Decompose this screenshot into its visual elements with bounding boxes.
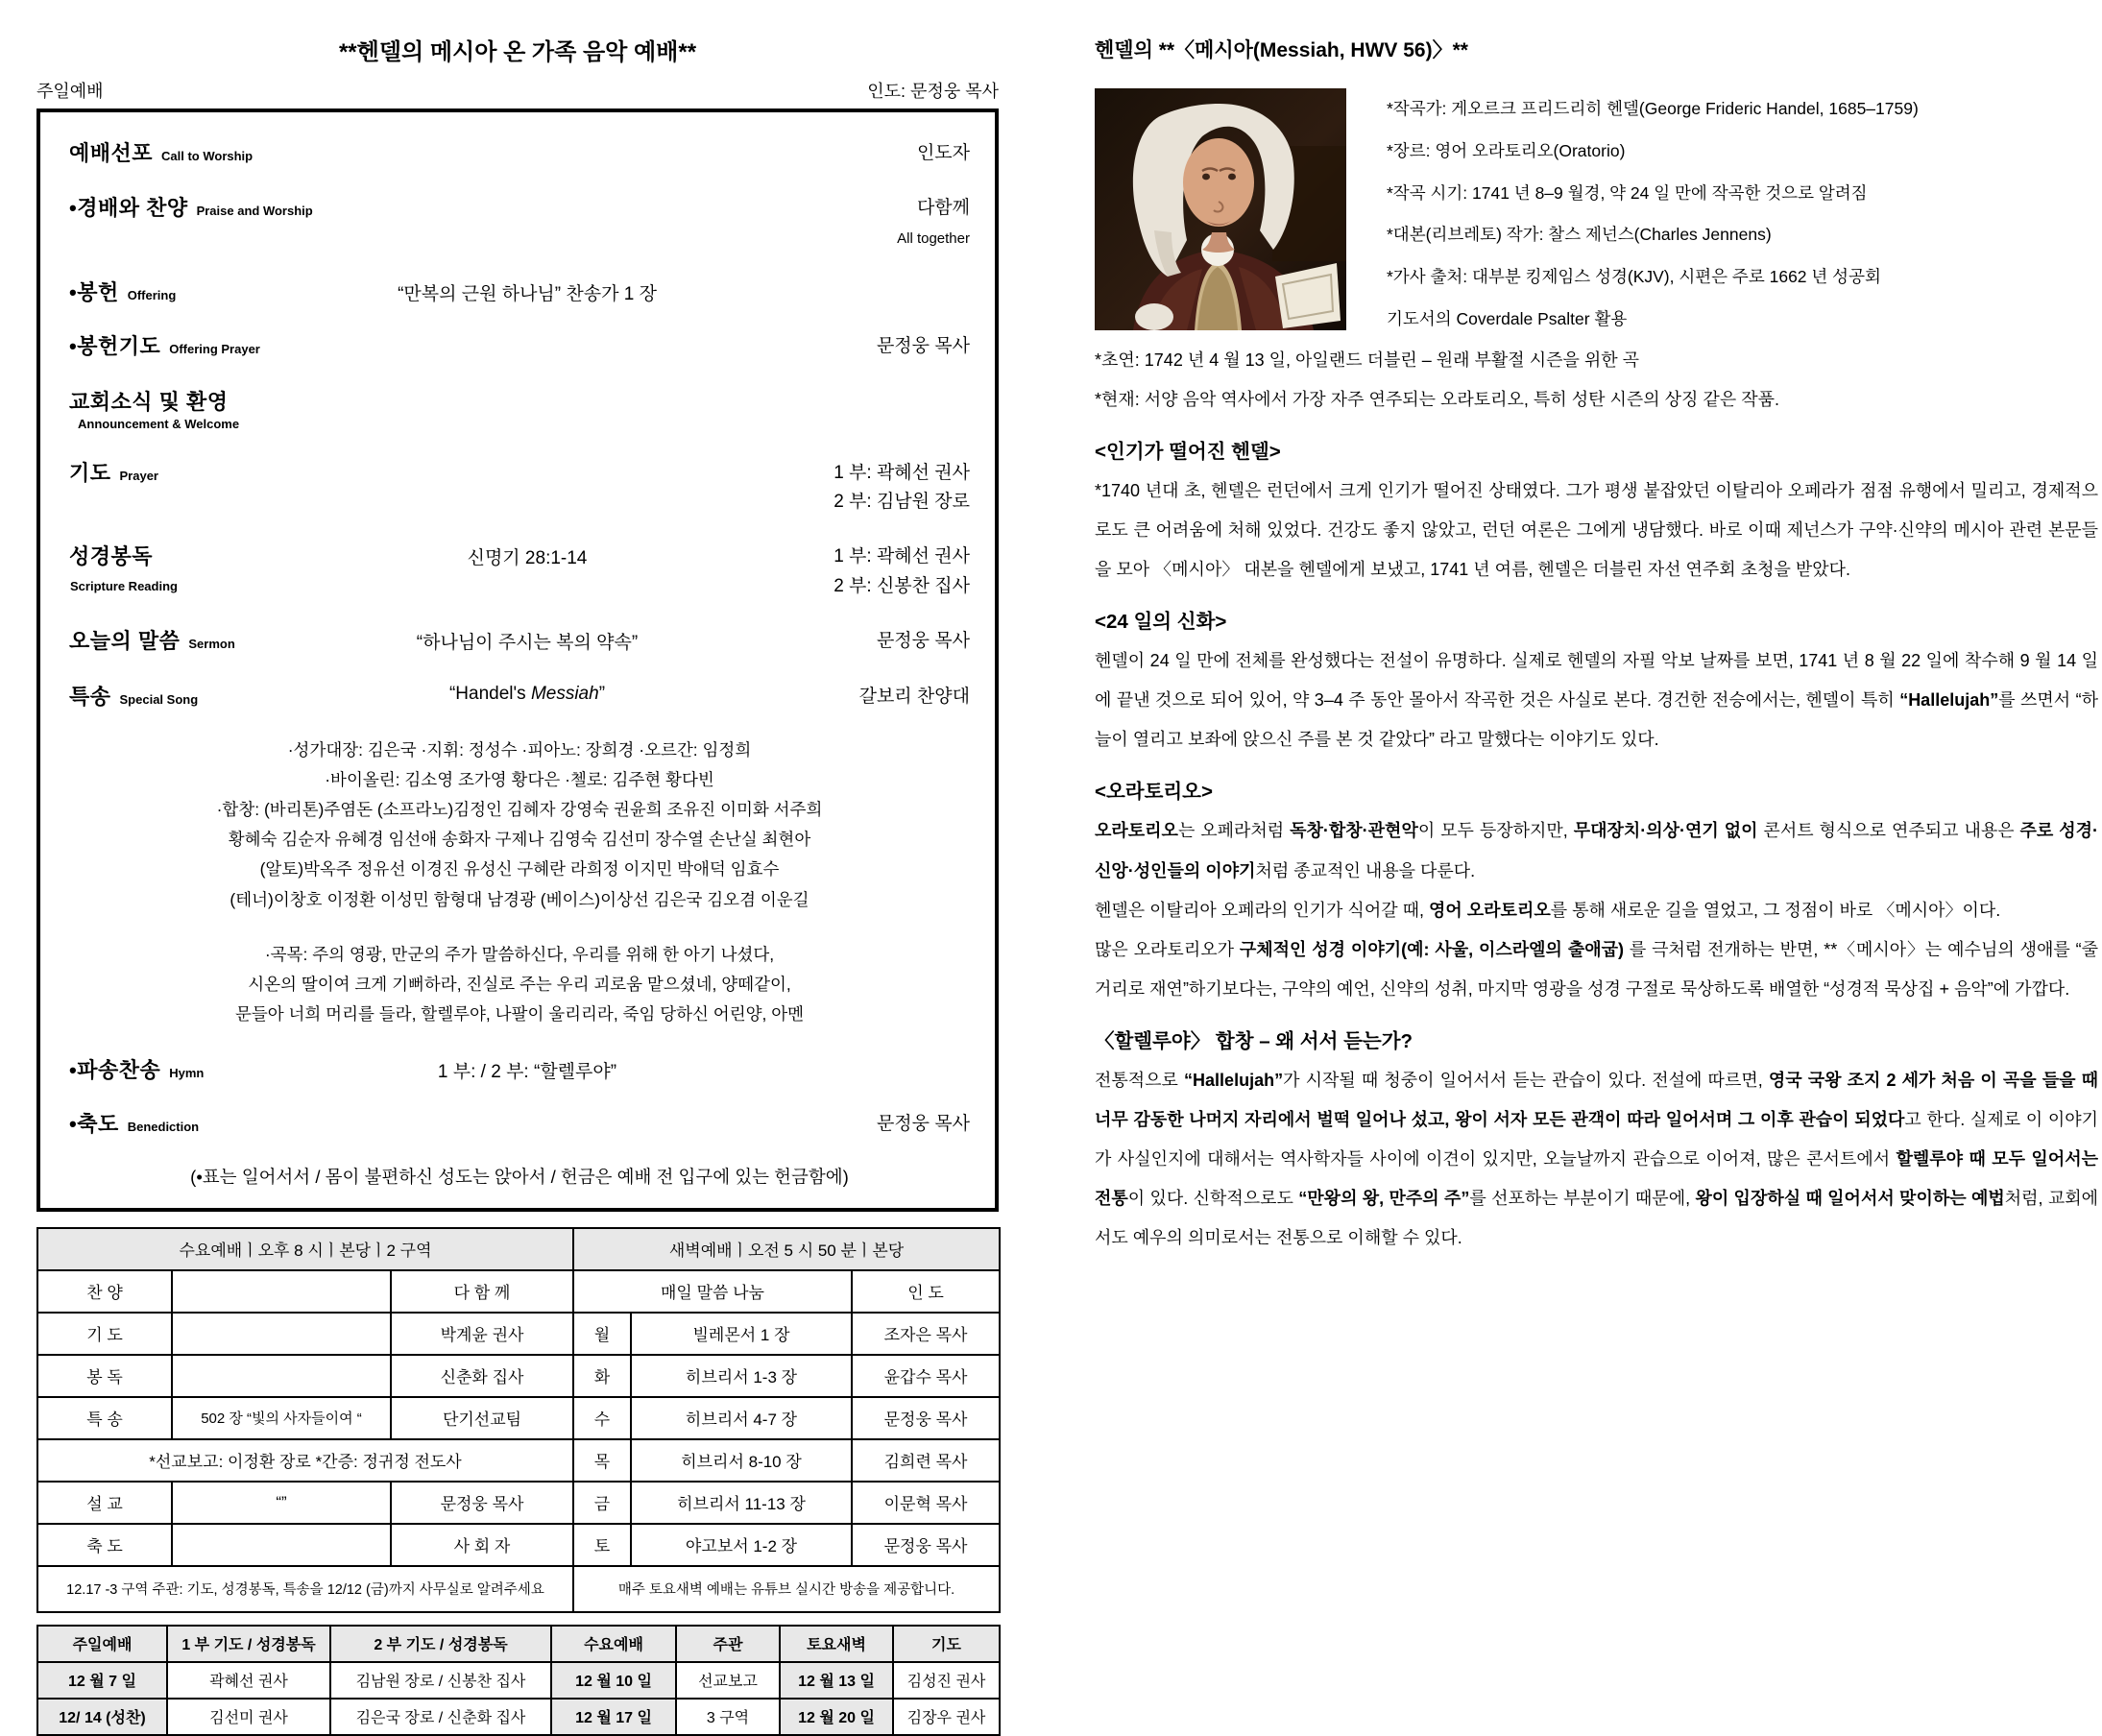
order-item-detail <box>326 1054 728 1083</box>
worship-order-row <box>69 1054 970 1084</box>
order-item-english: Announcement & Welcome <box>78 416 240 431</box>
text-run: 다함께 <box>916 198 970 219</box>
table-cell: 단기선교팀 <box>391 1397 573 1439</box>
table-row <box>37 1397 573 1439</box>
hero-row <box>1095 88 2098 341</box>
wednesday-table-body <box>37 1228 573 1612</box>
table-cell: 화 <box>573 1355 631 1397</box>
worship-order-row <box>69 137 970 168</box>
order-item-label <box>69 277 326 306</box>
order-item-assignee <box>728 277 970 278</box>
order-item-english: Benediction <box>127 1120 200 1135</box>
table-row <box>573 1566 1000 1612</box>
table-cell: 야고보서 1-2 장 <box>631 1524 852 1566</box>
table-row <box>37 1566 573 1612</box>
order-item-korean: •경배와 찬양 <box>69 196 188 221</box>
table-header-cell: 토요새벽 <box>780 1626 893 1662</box>
premiere-note-line: *현재: 서양 음악 역사에서 가장 자주 연주되는 오라토리오, 특히 성탄 시즌의 상징 같은 작품. <box>1095 389 1779 409</box>
order-item-detail <box>326 137 728 140</box>
order-item-assignee <box>728 192 970 253</box>
table-cell: 월 <box>573 1313 631 1355</box>
text-run: 2 부: 신봉찬 집사 <box>834 575 970 596</box>
order-item-korean: •축도 <box>69 1112 119 1137</box>
personnel-line: 황혜숙 김순자 유혜경 임선애 송화자 구제나 김영숙 김선미 장수열 손난실 최현아 <box>228 830 811 850</box>
table-header-cell: 수요예배 <box>551 1626 676 1662</box>
table-cell: 매주 토요새벽 예배는 유튜브 실시간 방송을 제공합니다. <box>573 1566 1000 1612</box>
table-header-cell: 2 부 기도 / 성경봉독 <box>330 1626 551 1662</box>
table-cell: 조자은 목사 <box>852 1313 1000 1355</box>
worship-order-row <box>69 625 970 656</box>
text-run: “Handel's <box>448 683 531 704</box>
worship-order-closing <box>69 1054 970 1139</box>
table-cell: 인 도 <box>852 1270 1000 1313</box>
table-row <box>37 1699 1000 1735</box>
worship-order-row <box>69 386 970 433</box>
text-run: *1740 년대 초, 헨델은 런던에서 크게 인기가 떨어진 상태였다. 그가 평생 붙잡았던 이탈리아 오페라가 점점 유행에서 밀리고, 경제적으로도 큰 어려움에 처해 있었다. 건강도 좋지 않았고, 런던 여론은 그에게 냉담했다. 바로 이때 제넌스가 구약·신약의 메시아 관련 본문들을 모아 〈메시아〉 대본을 헨델에게 보냈고, 1741 년 여름, 헨델은 더블린 자선 연주회 초청을 받았다. <box>1095 481 2098 580</box>
text-run: 문정웅 목사 <box>876 336 970 357</box>
table-row <box>37 1662 1000 1699</box>
table-header-cell: 주일예배 <box>37 1626 167 1662</box>
text-run: 는 오페라처럼 <box>1177 821 1291 841</box>
table-cell: 김선미 권사 <box>167 1699 330 1735</box>
order-item-detail <box>326 541 728 569</box>
song-list-line: 시온의 딸이여 크게 기뻐하라, 진실로 주는 우리 괴로움 맡으셨네, 양떼같이, <box>248 974 791 994</box>
section-paragraph <box>1095 471 2098 590</box>
order-item-korean: 교회소식 및 환영 <box>69 389 229 414</box>
facts-list <box>1387 88 1919 341</box>
table-row <box>573 1439 1000 1482</box>
table-cell: 12.17 -3 구역 주관: 기도, 성경봉독, 특송을 12/12 (금)까지 사무실로 알려주세요 <box>37 1566 573 1612</box>
worship-order-row <box>69 1108 970 1139</box>
table-cell: 기 도 <box>37 1313 172 1355</box>
order-item-english: Offering <box>127 288 177 303</box>
table-cell: 이문혁 목사 <box>852 1482 1000 1524</box>
text-run: 문정웅 목사 <box>876 1114 970 1135</box>
order-item-detail <box>326 1108 728 1111</box>
table-cell: 12/ 14 (성찬) <box>37 1699 167 1735</box>
table-cell: 문정웅 목사 <box>852 1397 1000 1439</box>
order-item-assignee <box>728 457 970 518</box>
order-item-korean: •봉헌 <box>69 280 119 305</box>
order-item-detail <box>326 457 728 460</box>
page-title: **헨델의 메시아 온 가족 음악 예배** <box>338 39 697 65</box>
section-paragraph <box>1095 1061 2098 1258</box>
song-list-block <box>69 940 970 1029</box>
text-run: 를 선포하는 부분이기 때문에, <box>1469 1188 1696 1208</box>
table-cell: 찬 양 <box>37 1270 172 1313</box>
assignee-line <box>728 542 970 571</box>
table-cell: 박계윤 권사 <box>391 1313 573 1355</box>
table-cell: 3 구역 <box>676 1699 780 1735</box>
table-cell <box>172 1270 391 1313</box>
service-type-label: 주일예배 <box>36 82 104 101</box>
table-cell: 문정웅 목사 <box>391 1482 573 1524</box>
text-run: ” <box>598 683 606 704</box>
text-run: 오라토리오 <box>1095 821 1178 841</box>
order-item-assignee <box>728 330 970 361</box>
weekly-services-tables <box>36 1227 999 1613</box>
text-run: 헨델이 24 일 만에 전체를 완성했다는 전설이 유명하다. 실제로 헨델의 자필 악보 날짜를 보면, 1741 년 8 월 22 일에 착수해 9 월 14 일에 끝낸 것으로 되어 있어, 약 3–4 주 동안 몰아서 작곡한 것은 사실로 본다. 경건한 전승에서는, 헨델이 특히 <box>1095 651 2098 711</box>
text-run: 주로 성경·신앙·성인들의 이야기 <box>1095 821 2099 880</box>
worship-order-row <box>69 330 970 361</box>
order-item-english: Scripture Reading <box>70 579 178 594</box>
text-run: 1 부: 곽혜선 권사 <box>834 462 970 483</box>
order-item-label <box>69 330 326 360</box>
article-title: 헨델의 **〈메시아(Messiah, HWV 56)〉** <box>1095 39 1468 61</box>
table-cell: 김성진 권사 <box>893 1662 1000 1699</box>
text-run: All together <box>897 229 970 247</box>
text-run: “Hallelujah” <box>1899 690 1999 711</box>
order-item-english: Call to Worship <box>161 149 254 163</box>
text-run: 많은 오라토리오가 <box>1095 939 1240 959</box>
text-run: 를 극처럼 전개하는 반면, **〈메시아〉는 예수님의 생애를 “줄거리로 재연”하기보다는, 구약의 예언, 신약의 성취, 마지막 영광을 성경 구절로 묵상하도록 배열한 “성경적 묵상집 + 음악”에 가깝다. <box>1095 939 2099 999</box>
table-cell <box>172 1355 391 1397</box>
text-run: 무대장치·의상·연기 없이 <box>1573 821 1758 841</box>
wednesday-service-table <box>36 1227 574 1613</box>
text-run: “만복의 근원 하나님” 찬송가 1 장 <box>398 284 657 305</box>
order-item-detail <box>326 330 728 333</box>
personnel-block <box>69 735 970 915</box>
text-run: 왕이 입장하실 때 일어서서 맞이하는 예법 <box>1695 1188 2005 1208</box>
table-row <box>573 1482 1000 1524</box>
section-heading: <24 일의 신화> <box>1095 611 1227 634</box>
order-item-detail <box>326 625 728 654</box>
table-cell <box>172 1524 391 1566</box>
table-row <box>573 1397 1000 1439</box>
table-cell: 매일 말씀 나눔 <box>573 1270 852 1313</box>
fact-line: *작곡가: 게오르크 프리드리히 헨델(George Frideric Handel, 1685–1759) <box>1387 99 1919 118</box>
order-item-english: Offering Prayer <box>169 342 260 357</box>
table-row <box>37 1626 1000 1662</box>
text-run: 가 시작될 때 청중이 일어서서 듣는 관습이 있다. 전설에 따르면, <box>1283 1070 1769 1090</box>
table-row <box>573 1313 1000 1355</box>
worship-order-row <box>69 457 970 518</box>
text-run: 이 있다. 신학적으로도 <box>1127 1188 1299 1208</box>
order-item-assignee <box>728 625 970 656</box>
order-item-detail <box>326 277 728 305</box>
order-item-assignee <box>728 541 970 601</box>
table-cell: 502 장 “빛의 사자들이여 “ <box>172 1397 391 1439</box>
table-row <box>37 1524 573 1566</box>
text-run: 영국 국왕 조지 2 세가 처음 이 곡을 들을 때 너무 감동한 나머지 자리에서 벌떡 일어나 섰고, 왕이 서자 모든 관객이 따라 일어서며 그 이후 관습이 되었다 <box>1095 1070 2098 1129</box>
text-run: 1 부: / 2 부: “할렐루야” <box>437 1062 617 1083</box>
table-header-cell: 기도 <box>893 1626 1000 1662</box>
order-item-label <box>69 625 326 655</box>
assignee-line <box>728 139 970 168</box>
order-item-label <box>69 137 326 167</box>
order-item-detail <box>326 192 728 195</box>
order-item-english: Sermon <box>188 637 235 652</box>
table-cell: 목 <box>573 1439 631 1482</box>
personnel-line: ·바이올린: 김소영 조가영 황다은 ·첼로: 김주현 황다빈 <box>325 770 714 790</box>
text-run: 문정웅 목사 <box>876 631 970 652</box>
assignee-line <box>728 224 970 253</box>
text-run: 전통적으로 <box>1095 1070 1185 1090</box>
assignee-line <box>728 488 970 517</box>
worship-order-list <box>69 137 970 711</box>
text-run: Messiah <box>530 683 599 704</box>
order-item-korean: 기도 <box>69 460 111 485</box>
table-cell: 선교보고 <box>676 1662 780 1699</box>
order-item-detail <box>326 386 728 389</box>
order-item-detail <box>326 681 728 705</box>
sections-block <box>1095 435 2098 1258</box>
section-heading: <인기가 떨어진 헨델> <box>1095 441 1281 464</box>
order-item-english: Prayer <box>119 468 158 483</box>
text-run: 고 한다. 실제로 이 이야기가 사실인지에 대해서는 역사학자들 사이에 이견이 있지만, 오늘날까지 관습으로 이어져, 많은 콘서트에서 <box>1095 1109 2098 1169</box>
table-cell: 설 교 <box>37 1482 172 1524</box>
table-row <box>37 1355 573 1397</box>
text-run: 2 부: 김남원 장로 <box>834 491 970 512</box>
song-list-line: 문들아 너희 머리를 들라, 할렐루야, 나팔이 울리리라, 죽임 당하신 어린양, 아멘 <box>234 1004 805 1025</box>
text-run: 인도자 <box>916 143 970 163</box>
text-run: 1 부: 곽혜선 권사 <box>834 546 970 567</box>
order-item-korean: 성경봉독 <box>69 544 154 569</box>
standing-footnote: (•표는 일어서서 / 몸이 불편하신 성도는 앉아서 / 헌금은 예배 전 입구에 있는 헌금함에) <box>190 1166 849 1187</box>
table-header-cell: 1 부 기도 / 성경봉독 <box>167 1626 330 1662</box>
worship-order-row <box>69 681 970 711</box>
duty-roster-table <box>36 1625 1001 1736</box>
table-cell: 12 월 7 일 <box>37 1662 167 1699</box>
table-cell: 곽혜선 권사 <box>167 1662 330 1699</box>
text-run: 헨델은 이탈리아 오페라의 인기가 식어갈 때, <box>1095 900 1429 920</box>
bulletin-right-page <box>1095 35 2098 1258</box>
dawn-service-table <box>572 1227 1001 1613</box>
table-cell: 김남원 장로 / 신봉찬 집사 <box>330 1662 551 1699</box>
personnel-line: ·성가대장: 김은국 ·지휘: 정성수 ·피아노: 장희경 ·오르간: 임정희 <box>287 739 752 760</box>
table-cell: 봉 독 <box>37 1355 172 1397</box>
table-cell: 사 회 자 <box>391 1524 573 1566</box>
order-item-assignee <box>728 1054 970 1056</box>
table-row <box>573 1270 1000 1313</box>
fact-line: *작곡 시기: 1741 년 8–9 월경, 약 24 일 만에 작곡한 것으로 알려짐 <box>1387 182 1868 203</box>
order-item-english: Hymn <box>169 1066 205 1081</box>
table-cell: 김희련 목사 <box>852 1439 1000 1482</box>
personnel-line: (알토)박옥주 정유선 이경진 유성신 구혜란 라희정 이지민 박애덕 임효수 <box>259 859 780 880</box>
section-paragraph <box>1095 641 2098 760</box>
table-row <box>37 1439 573 1482</box>
text-run: 독창·합창·관현악 <box>1290 821 1418 841</box>
section-heading: 〈할렐루야〉 합창 – 왜 서서 듣는가? <box>1095 1029 1413 1052</box>
table-cell: 축 도 <box>37 1524 172 1566</box>
handel-portrait-image <box>1095 88 1346 330</box>
worship-order-row <box>69 277 970 306</box>
table-row <box>573 1524 1000 1566</box>
dawn-table-body <box>573 1228 1000 1612</box>
table-cell: 특 송 <box>37 1397 172 1439</box>
duty-table-body <box>37 1626 1000 1735</box>
section-paragraph <box>1095 811 2098 890</box>
table-row <box>573 1228 1000 1270</box>
order-item-korean: •파송찬송 <box>69 1058 161 1083</box>
text-run: 를 통해 새로운 길을 열었고, 그 정점이 바로 〈메시아〉이다. <box>1550 900 2001 920</box>
order-item-label <box>69 681 326 711</box>
premiere-note-line: *초연: 1742 년 4 월 13 일, 아일랜드 더블린 – 원래 부활절 시즌을 위한 곡 <box>1095 350 1640 370</box>
table-cell: 토 <box>573 1524 631 1566</box>
table-cell: 금 <box>573 1482 631 1524</box>
assignee-line <box>728 627 970 656</box>
table-cell: 김장우 권사 <box>893 1699 1000 1735</box>
table-cell: 히브리서 11-13 장 <box>631 1482 852 1524</box>
table-header-cell: 주관 <box>676 1626 780 1662</box>
table-cell: 수 <box>573 1397 631 1439</box>
table-cell: 문정웅 목사 <box>852 1524 1000 1566</box>
order-item-korean: •봉헌기도 <box>69 334 161 359</box>
table-row <box>37 1313 573 1355</box>
table-cell: *선교보고: 이정환 장로 *간증: 정귀정 전도사 <box>37 1439 573 1482</box>
text-run: 영어 오라토리오 <box>1429 900 1551 920</box>
fact-line: *장르: 영어 오라토리오(Oratorio) <box>1387 140 1626 160</box>
worship-order-row <box>69 192 970 253</box>
text-run: “Hallelujah” <box>1184 1070 1284 1090</box>
table-header-cell: 수요예배ㅣ오후 8 시ㅣ본당ㅣ2 구역 <box>37 1228 573 1270</box>
order-item-label <box>69 541 326 593</box>
order-item-label <box>69 192 326 222</box>
order-item-english: Praise and Worship <box>196 204 313 219</box>
table-cell: “” <box>172 1482 391 1524</box>
bulletin-left-page <box>36 33 999 1736</box>
assignee-line <box>728 194 970 223</box>
fact-line: *대본(리브레토) 작가: 찰스 제넌스(Charles Jennens) <box>1387 225 1772 245</box>
assignee-line <box>728 683 970 711</box>
table-cell: 다 함 께 <box>391 1270 573 1313</box>
text-run: 구체적인 성경 이야기(예: 사울, 이스라엘의 출애굽) <box>1239 939 1624 959</box>
fact-line: *가사 출처: 대부분 킹제임스 성경(KJV), 시편은 주로 1662 년 성공회 <box>1387 267 1881 286</box>
order-item-korean: 특송 <box>69 684 111 709</box>
table-cell: 빌레몬서 1 장 <box>631 1313 852 1355</box>
fact-line: 기도서의 Coverdale Psalter 활용 <box>1387 308 1628 328</box>
text-run: 할렐루야 때 모두 일어서는 전통 <box>1095 1148 2098 1208</box>
text-run: 를 쓰면서 “하늘이 열리고 보좌에 앉으신 주를 본 것 같았다” 라고 말했다는 이야기도 있다. <box>1095 690 2098 750</box>
order-item-label <box>69 1108 326 1138</box>
text-run: 콘서트 형식으로 연주되고 내용은 <box>1757 821 2020 841</box>
order-item-english: Special Song <box>119 691 199 707</box>
order-item-korean: 오늘의 말씀 <box>69 629 181 654</box>
table-row <box>37 1270 573 1313</box>
order-item-assignee <box>728 386 970 388</box>
order-item-label <box>69 1054 326 1084</box>
assignee-line <box>728 1110 970 1139</box>
table-cell: 12 월 17 일 <box>551 1699 676 1735</box>
song-list-line: ·곡목: 주의 영광, 만군의 주가 말씀하신다, 우리를 위해 한 아기 나셨다, <box>264 944 775 964</box>
table-cell: 12 월 13 일 <box>780 1662 893 1699</box>
table-cell: 12 월 10 일 <box>551 1662 676 1699</box>
assignee-line <box>728 332 970 361</box>
table-cell <box>172 1313 391 1355</box>
table-cell: 12 월 20 일 <box>780 1699 893 1735</box>
table-cell: 히브리서 8-10 장 <box>631 1439 852 1482</box>
table-row <box>37 1228 573 1270</box>
order-item-assignee <box>728 137 970 168</box>
worship-order-row <box>69 541 970 601</box>
section-heading: <오라토리오> <box>1095 781 1213 804</box>
order-item-assignee <box>728 1108 970 1139</box>
text-run: 갈보리 찬양대 <box>858 686 970 707</box>
table-cell: 신춘화 집사 <box>391 1355 573 1397</box>
assignee-line <box>728 572 970 601</box>
subheader-row <box>36 78 999 103</box>
order-item-label <box>69 386 326 433</box>
table-row <box>573 1355 1000 1397</box>
text-run: 신명기 28:1-14 <box>467 548 588 569</box>
service-leader-label: 인도: 문정웅 목사 <box>867 82 999 101</box>
worship-order-box <box>36 108 999 1212</box>
table-cell: 윤갑수 목사 <box>852 1355 1000 1397</box>
table-row <box>37 1482 573 1524</box>
personnel-line: ·합창: (바리톤)주염돈 (소프라노)김정인 김혜자 강영숙 권윤희 조유진 이미화 서주희 <box>216 800 823 820</box>
personnel-line: (테너)이창호 이정환 이성민 함형대 남경광 (베이스)이상선 김은국 김오겸 이운길 <box>230 889 809 909</box>
text-run: “하나님이 주시는 복의 약속” <box>416 633 639 654</box>
order-item-assignee <box>728 681 970 711</box>
table-cell: 히브리서 1-3 장 <box>631 1355 852 1397</box>
section-paragraph <box>1095 930 2098 1009</box>
assignee-line <box>728 459 970 488</box>
table-header-cell: 새벽예배ㅣ오전 5 시 50 분ㅣ본당 <box>573 1228 1000 1270</box>
text-run: “만왕의 왕, 만주의 주” <box>1298 1188 1470 1208</box>
section-paragraph <box>1095 891 2098 930</box>
text-run: 처럼, 교회에서도 예우의 의미로서는 전통으로 이해할 수 있다. <box>1095 1188 2098 1247</box>
order-item-korean: 예배선포 <box>69 141 154 165</box>
text-run: 처럼 종교적인 내용을 다룬다. <box>1255 860 1476 880</box>
order-item-label <box>69 457 326 487</box>
text-run: 이 모두 등장하지만, <box>1417 821 1574 841</box>
table-cell: 김은국 장로 / 신춘화 집사 <box>330 1699 551 1735</box>
notes-block <box>1095 341 2098 421</box>
table-cell: 히브리서 4-7 장 <box>631 1397 852 1439</box>
